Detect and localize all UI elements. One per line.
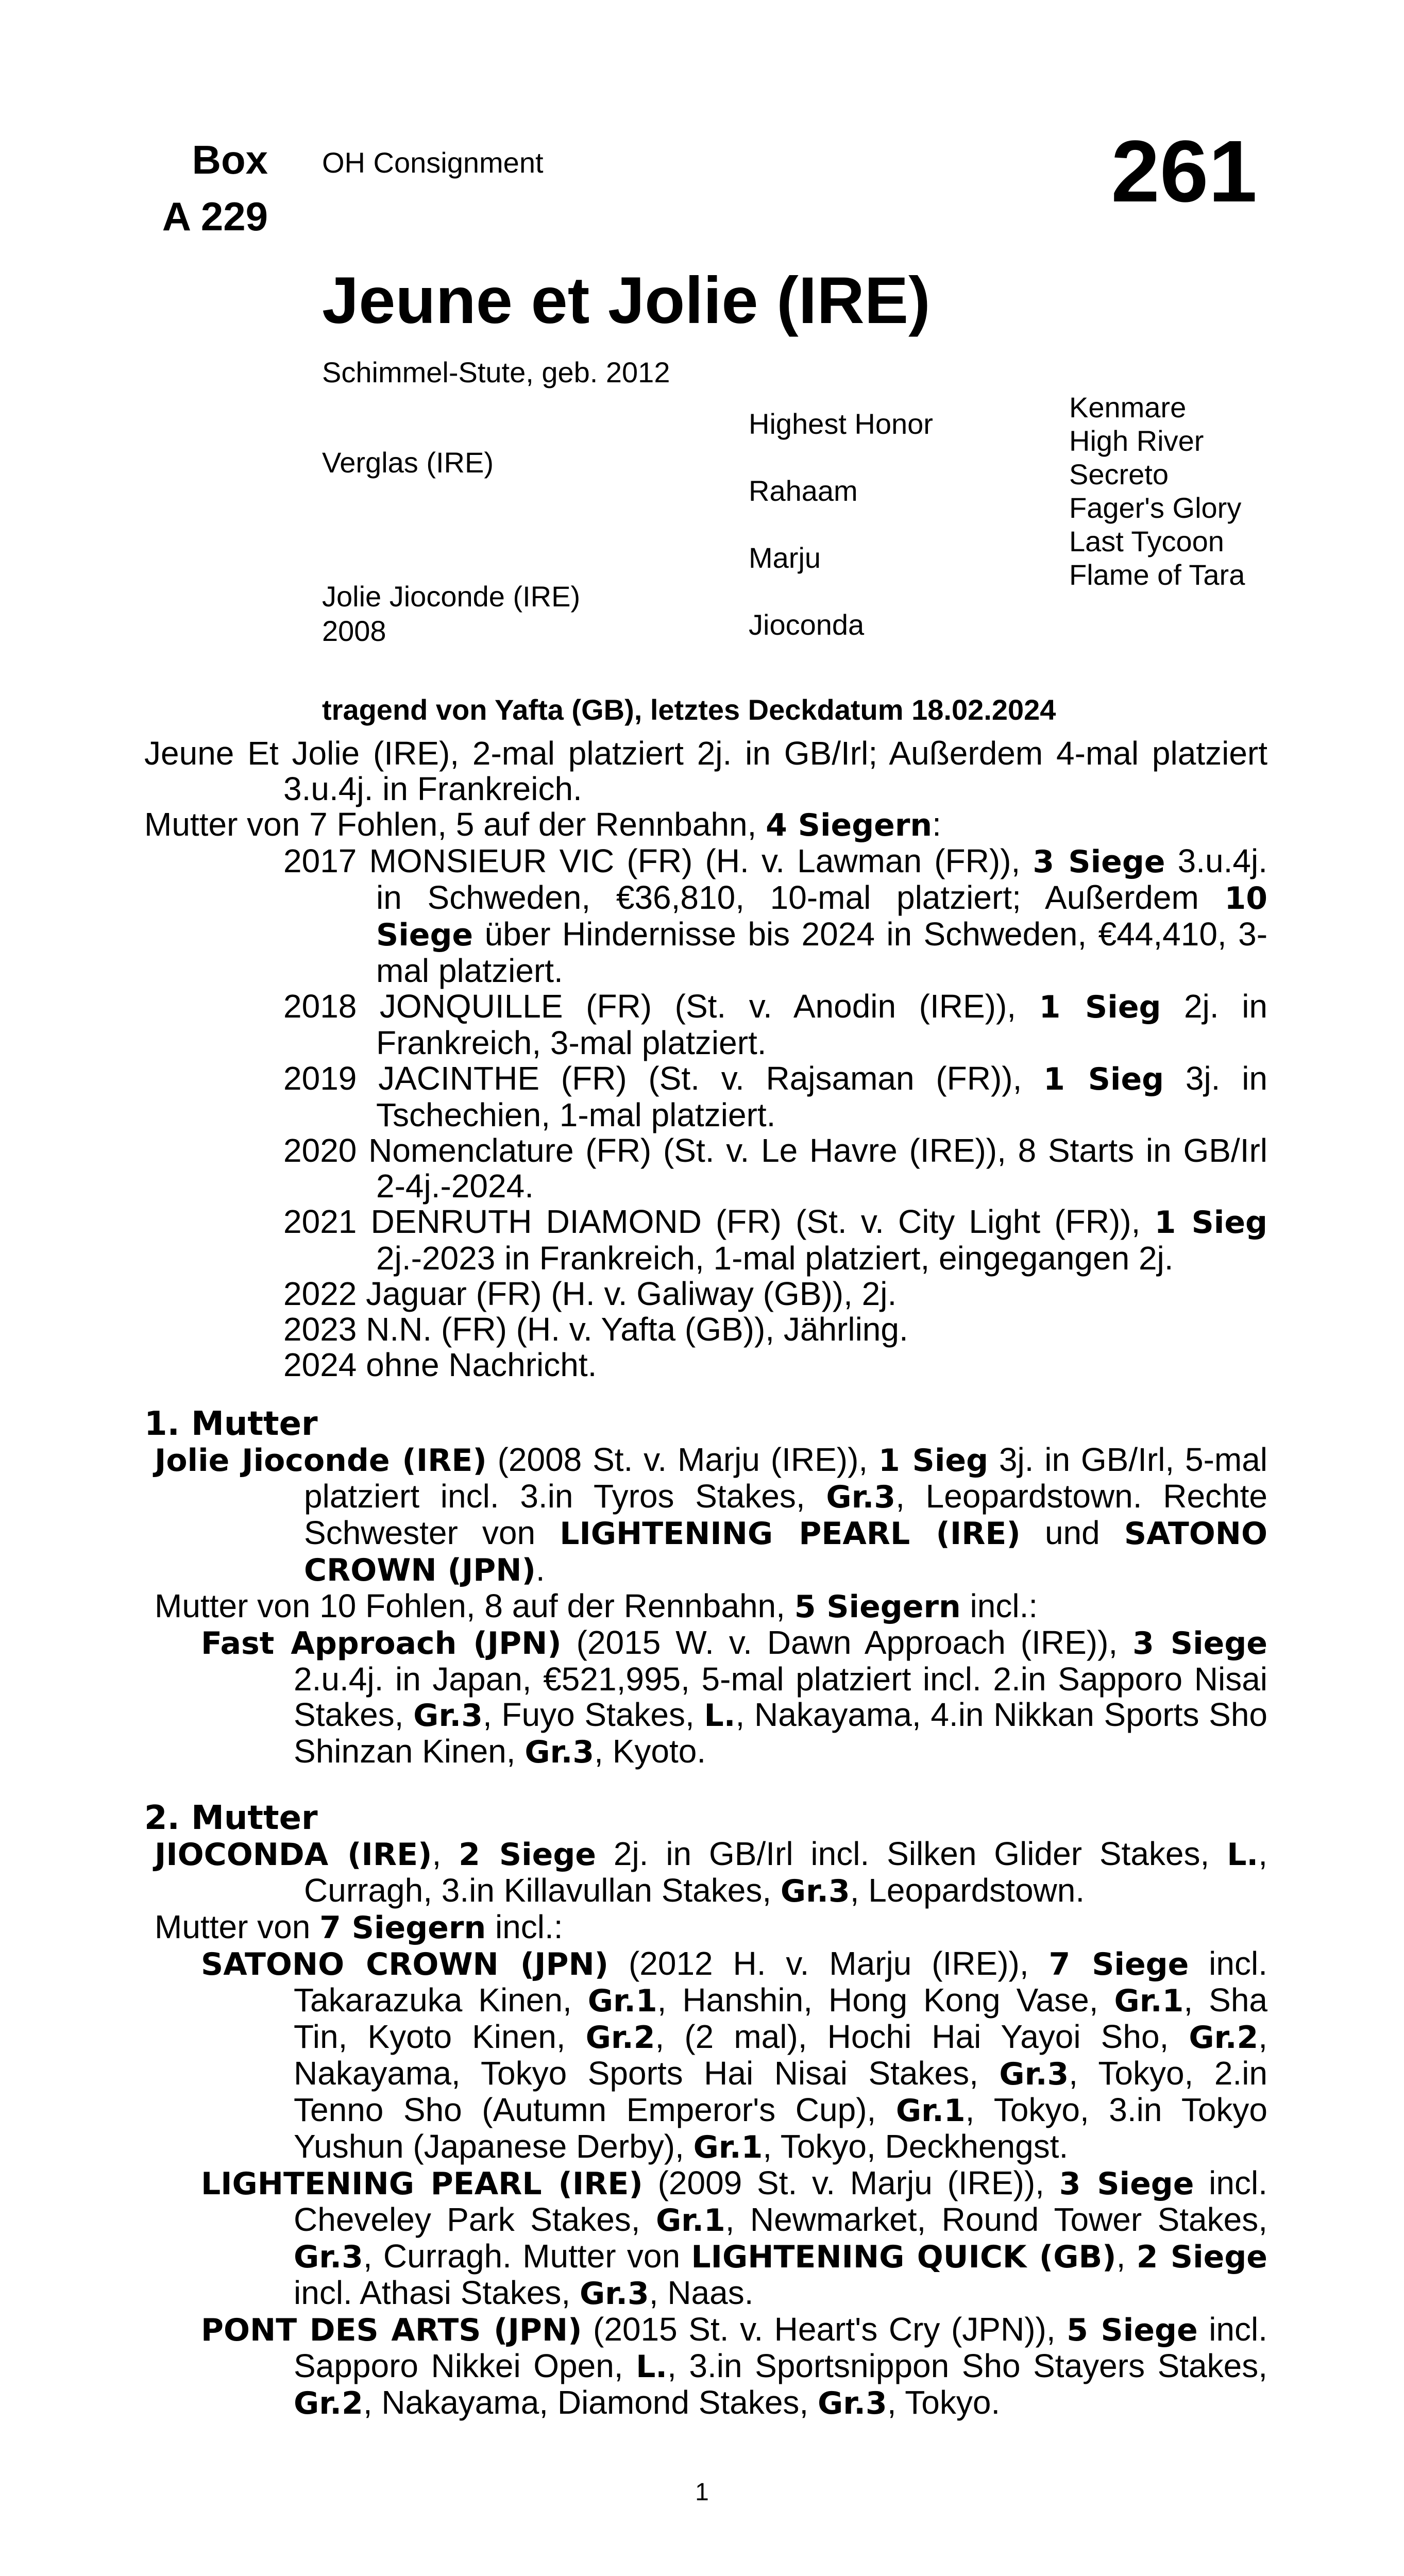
race-record-text: Jeune Et Jolie (IRE), 2-mal platziert 2j. in GB/Irl; Außerdem 4-mal platziert 3.u.4j. in Frankreich. (144, 735, 1267, 807)
progeny-entry: 2019 JACINTHE (FR) (St. v. Rajsaman (FR)), 1 Sieg 3j. in Tschechien, 1-mal platziert. (283, 1060, 1267, 1133)
first-dam-section (144, 1406, 1267, 1770)
pedigree-sire-sire: Highest Honor (749, 408, 933, 440)
progeny-entry: 2017 MONSIEUR VIC (FR) (H. v. Lawman (FR)), 3 Siege 3.u.4j. in Schweden, €36,810, 10-mal platziert; Außerdem 10 Siege über Hindernisse bis 2024 in Schweden, €44,410, 3-mal platziert. (283, 842, 1267, 989)
pedigree-dam-year: 2008 (322, 615, 386, 647)
first-dam-name: Jolie Jioconde (IRE) (155, 1443, 487, 1479)
winners-count: 4 Siegern (766, 807, 933, 843)
pedigree-sire-dam: Rahaam (749, 474, 858, 507)
box-label: Box (192, 137, 268, 182)
progeny-entry: 2022 Jaguar (FR) (H. v. Galiway (GB)), 2j. (283, 1275, 897, 1312)
second-dam-offspring: LIGHTENING PEARL (IRE) (2009 St. v. Marju (IRE)), 3 Siege incl. Cheveley Park Stakes, Gr.1, Newmarket, Round Tower Stakes, Gr.3, Curragh. Mutter von LIGHTENING QUICK (GB), 2 Siege incl. Athasi Stakes, Gr.3, Naas. (201, 2164, 1268, 2312)
progeny-entry: 2023 N.N. (FR) (H. v. Yafta (GB)), Jährling. (283, 1311, 908, 1348)
second-dam-offspring: PONT DES ARTS (JPN) (2015 St. v. Heart's Cry (JPN)), 5 Siege incl. Sapporo Nikkei Open, L., 3.in Sportsnippon Sho Stayers Stakes, Gr.2, Nakayama, Diamond Stakes, Gr.3, Tokyo. (201, 2311, 1268, 2421)
race-record-section (144, 736, 1267, 1383)
first-dam-offspring: Fast Approach (JPN) (2015 W. v. Dawn Approach (IRE)), 3 Siege 2.u.4j. in Japan, €521,995, 5-mal platziert incl. 2.in Sapporo Nisai Stakes, Gr.3, Fuyo Stakes, L., Nakayama, 4.in Nikkan Sports Sho Shinzan Kinen, Gr.3, Kyoto. (201, 1624, 1268, 1770)
page-number: 1 (695, 2479, 709, 2506)
pedigree-dam-dam: Jioconda (749, 608, 865, 641)
first-dam-dam-of: Mutter von 10 Fohlen, 8 auf der Rennbahn, 5 Siegern incl.: (155, 1587, 1038, 1625)
pedigree-gen3-2: High River (1069, 425, 1204, 457)
box-number: A 229 (162, 194, 268, 239)
pedigree-gen3-6: Flame of Tara (1069, 558, 1245, 591)
pedigree-gen3-5: Last Tycoon (1069, 525, 1224, 557)
progeny-entry: 2021 DENRUTH DIAMOND (FR) (St. v. City Light (FR)), 1 Sieg 2j.-2023 in Frankreich, 1-mal platziert, eingegangen 2j. (283, 1203, 1268, 1277)
progeny-entry: 2024 ohne Nachricht. (283, 1346, 597, 1383)
pedigree-gen3-4: Fager's Glory (1069, 492, 1242, 524)
pedigree-gen3-1: Kenmare (1069, 391, 1187, 423)
lot-number: 261 (1111, 123, 1257, 221)
pedigree-dam-sire: Marju (749, 541, 821, 574)
pregnancy-note: tragend von Yafta (GB), letztes Deckdatum 18.02.2024 (322, 693, 1056, 726)
horse-name: Jeune et Jolie (IRE) (322, 264, 931, 337)
second-dam-record: JIOCONDA (IRE), 2 Siege 2j. in GB/Irl incl. Silken Glider Stakes, L., Curragh, 3.in Killavullan Stakes, Gr.3, Leopardstown. (155, 1835, 1267, 1909)
race-record (144, 736, 1267, 807)
pedigree-gen3-3: Secreto (1069, 458, 1169, 490)
consignor: OH Consignment (322, 146, 544, 179)
dam-of-summary: Mutter von 7 Fohlen, 5 auf der Rennbahn, 4 Siegern: (144, 806, 941, 843)
second-dam-name: JIOCONDA (IRE) (155, 1837, 432, 1873)
progeny-entry: 2020 Nomenclature (FR) (St. v. Le Havre (IRE)), 8 Starts in GB/Irl 2-4j.-2024. (283, 1132, 1267, 1205)
second-dam-offspring: SATONO CROWN (JPN) (2012 H. v. Marju (IRE)), 7 Siege incl. Takarazuka Kinen, Gr.1, Hanshin, Hong Kong Vase, Gr.1, Sha Tin, Kyoto Kinen, Gr.2, (2 mal), Hochi Hai Yayoi Sho, Gr.2, Nakayama, Tokyo Sports Hai Nisai Stakes, Gr.3, Tokyo, 2.in Tenno Sho (Autumn Emperor's Cup), Gr.1, Tokyo, 3.in Tokyo Yushun (Japanese Derby), Gr.1, Tokyo, Deckhengst. (201, 1945, 1268, 2165)
second-dam-dam-of: Mutter von 7 Siegern incl.: (155, 1908, 563, 1946)
first-dam-heading: 1. Mutter (144, 1405, 318, 1443)
second-dam-section (144, 1801, 1267, 2421)
pedigree-dam: Jolie Jioconde (IRE) (322, 580, 581, 613)
progeny-entry: 2018 JONQUILLE (FR) (St. v. Anodin (IRE)), 1 Sieg 2j. in Frankreich, 3-mal platziert. (283, 988, 1268, 1061)
pedigree-sire: Verglas (IRE) (322, 446, 494, 479)
first-dam-record: Jolie Jioconde (IRE) (2008 St. v. Marju (IRE)), 1 Sieg 3j. in GB/Irl, 5-mal platziert incl. 3.in Tyros Stakes, Gr.3, Leopardstown. Rechte Schwester von LIGHTENING PEARL (IRE) und SATONO CROWN (JPN). (155, 1441, 1268, 1588)
second-dam-heading: 2. Mutter (144, 1799, 318, 1837)
horse-description: Schimmel-Stute, geb. 2012 (322, 356, 670, 388)
